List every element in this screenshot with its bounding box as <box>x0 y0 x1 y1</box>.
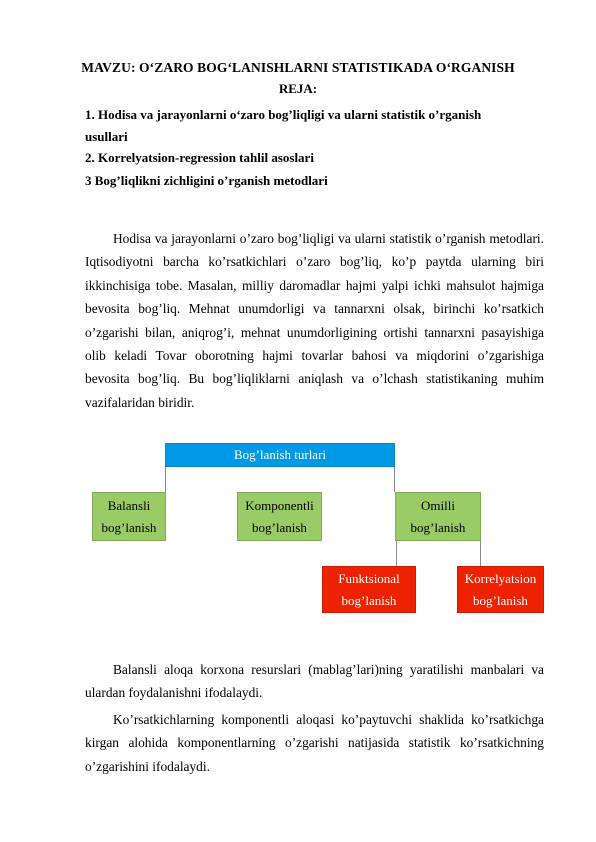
plan-item-1 <box>85 104 545 147</box>
funktsional-line-1: Funktsional <box>338 570 400 586</box>
document-title: MAVZU: O‘ZARO BOG‘LANISHLARNI STATISTIKADA O‘RGANISH <box>81 60 515 75</box>
balansli-paragraph: Balansli aloqa korxona resurslari (mablag’lari)ning yaratilishi manbalari va ulardan foydalanishni ifodalaydi. <box>85 662 544 701</box>
diagram-root-label: Bog’lanish turlari <box>233 447 327 462</box>
komponentli-paragraph: Ko’rsatkichlarning komponentli aloqasi ko’paytuvchi shaklida ko’rsatkichga kirgan alohida komponentlarning o’zgarishi natijasida statistik ko’rsatkichning o’zgarishini ifodalaydi. <box>85 712 544 774</box>
diagram-box-omilli <box>395 492 481 541</box>
plan-item-1-line-2: usullari <box>85 128 128 144</box>
diagram-box-korrelyatsion <box>457 566 544 613</box>
komponentli-line-2: bog’lanish <box>252 519 307 535</box>
intro-paragraph: Hodisa va jarayonlarni o’zaro bog’liqligi va ularni statistik o’rganish metodlari. Iqtisodiyotni barcha ko’rsatkichlari o’zaro bog’liq, ko’p paytda ularning biri ikkinchisiga tobe. Masalan, milliy daromadlar hajmi yalpi ichki mahsulot hajmiga bevosita bog’liq. Mehnat unumdorligi va tannarxni olsak, birinchi ko’rsatkich o’zgarishi bilan, aniqrog’i, mehnat unumdorligining ortishi tannarxni pasayishiga olib keladi Tovar oborotning hajmi tovarlar bahosi va miqdorini o’zgarishiga bevosita bog’liq. Bu bog’liqliklarni aniqlash va o’lchash statistikaning muhim vazifalaridan biridir. <box>85 231 544 410</box>
balansli-line-2: bog’lanish <box>101 519 157 535</box>
connector-omilli-funktsional <box>396 541 397 566</box>
omilli-line-1: Omilli <box>421 497 455 513</box>
connector-omilli-korrelyatsion <box>480 541 481 566</box>
diagram-box-balansli <box>92 492 166 541</box>
funktsional-line-2: bog’lanish <box>341 592 397 608</box>
connector-left <box>165 466 166 492</box>
diagram-root-box <box>165 443 395 467</box>
balansli-line-1: Balansli <box>107 497 151 513</box>
diagram-box-funktsional <box>322 566 416 613</box>
diagram-box-komponentli <box>237 492 322 541</box>
plan-item-2: 2. Korrelyatsion-regression tahlil asoslari <box>85 150 314 165</box>
connector-right <box>394 466 395 492</box>
korrelyatsion-line-1: Korrelyatsion <box>464 570 537 586</box>
plan-item-3: 3 Bog’liqlikni zichligini o’rganish metodlari <box>85 173 328 188</box>
omilli-line-2: bog’lanish <box>410 519 466 535</box>
korrelyatsion-line-2: bog’lanish <box>473 592 528 608</box>
komponentli-line-1: Komponentli <box>245 497 314 513</box>
plan-heading: REJA: <box>278 81 318 96</box>
plan-item-1-line-1: 1. Hodisa va jarayonlarni o‘zaro bog’liqligi va ularni statistik o’rganish <box>85 107 482 122</box>
